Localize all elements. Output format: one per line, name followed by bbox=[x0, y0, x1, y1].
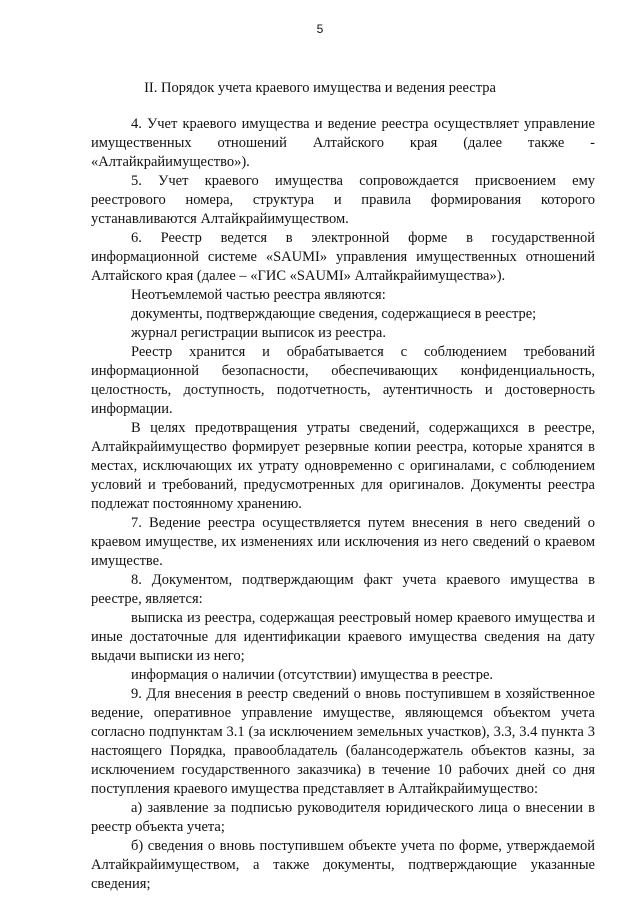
section-heading: II. Порядок учета краевого имущества и ведения реестра bbox=[144, 80, 496, 96]
registry-extract-item: выписка из реестра, содержащая реестровый номер краевого имущества и иные достаточные для идентификации краевого имущества сведения на дату выдачи выписки из него; bbox=[91, 610, 595, 664]
paragraph-5: 5. Учет краевого имущества сопровождается присвоением ему реестрового номера, структура и правила формирования которого устанавливаются Алтайкрайимуществом. bbox=[91, 173, 595, 227]
registry-backup-paragraph: В целях предотвращения утраты сведений, содержащихся в реестре, Алтайкрайимущество формирует резервные копии реестра, которые хранятся в местах, исключающих их утрату одновременно с оригиналами, с соблюдением условий и требований, предусмотренных для оригиналов. Документы реестра подлежат постоянному хранению. bbox=[91, 420, 595, 512]
paragraph-6: 6. Реестр ведется в электронной форме в государственной информационной системе «SAUMI» управления имущественных отношений Алтайского края (далее – «ГИС «SAUMI» Алтайкрайимущества»). bbox=[91, 230, 595, 284]
paragraph-8: 8. Документом, подтверждающим факт учета краевого имущества в реестре, является: bbox=[91, 572, 595, 607]
registry-part-documents: документы, подтверждающие сведения, содержащиеся в реестре; bbox=[131, 306, 537, 322]
paragraph-9: 9. Для внесения в реестр сведений о вновь поступившем в хозяйственное ведение, оперативное управление имуществе, являющемся объектом учета согласно подпунктам 3.1 (за исключением земельных участков), 3.3, 3.4 пункта 3 настоящего Порядка, правообладатель (балансодержатель объектов казны, за исключением государственного заказчика) в течение 10 рабочих дней со дня поступления краевого имущества представляет в Алтайкрайимущество: bbox=[91, 686, 595, 797]
registry-parts-intro: Неотъемлемой частью реестра являются: bbox=[131, 287, 386, 303]
document-body bbox=[91, 115, 595, 894]
registry-part-journal: журнал регистрации выписок из реестра. bbox=[131, 325, 386, 341]
registry-availability-item: информация о наличии (отсутствии) имущества в реестре. bbox=[131, 667, 494, 683]
registry-security-paragraph: Реестр хранится и обрабатывается с соблюдением требований информационной безопасности, обеспечивающих конфиденциальность, целостность, доступность, подотчетность, аутентичность и достоверность информации. bbox=[91, 344, 595, 417]
paragraph-4: 4. Учет краевого имущества и ведение реестра осуществляет управление имущественных отношений Алтайского края (далее также - «Алтайкрайимущество»). bbox=[91, 116, 595, 170]
subitem-b: б) сведения о вновь поступившем объекте учета по форме, утверждаемой Алтайкрайимуществом, а также документы, подтверждающие указанные сведения; bbox=[91, 838, 595, 892]
page-number: 5 bbox=[316, 22, 324, 36]
paragraph-7: 7. Ведение реестра осуществляется путем внесения в него сведений о краевом имуществе, их изменениях или исключения из него сведений о краевом имуществе. bbox=[91, 515, 595, 569]
subitem-a: а) заявление за подписью руководителя юридического лица о внесении в реестр объекта учета; bbox=[91, 800, 595, 835]
